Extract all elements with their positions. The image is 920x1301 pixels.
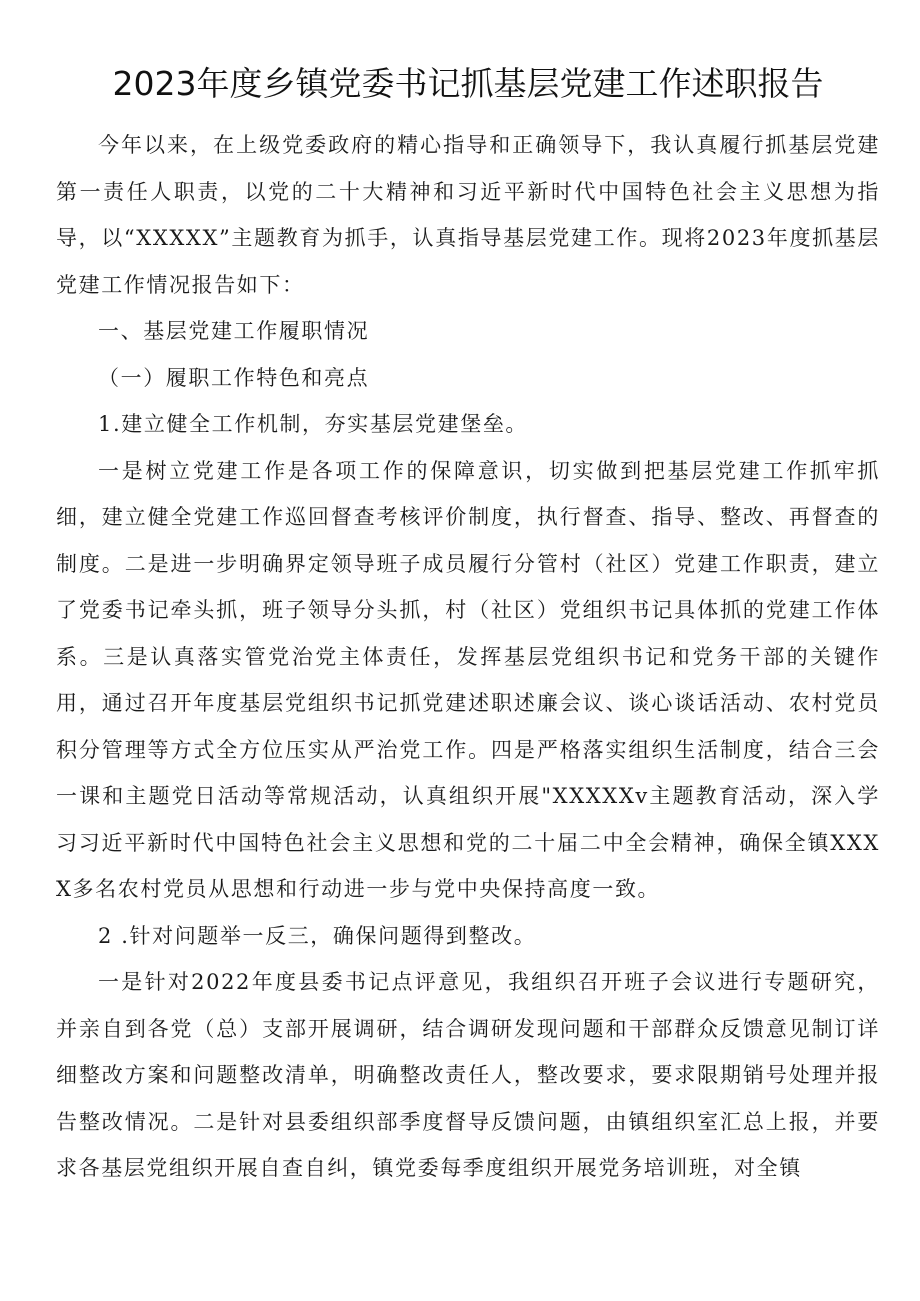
document-title: 2023年度乡镇党委书记抓基层党建工作述职报告 [112,64,824,103]
section-heading: 一、基层党建工作履职情况 [98,319,370,343]
intro-paragraph: 今年以来，在上级党委政府的精心指导和正确领导下，我认真履行抓基层党建第一责任人职责，以党的二十大精神和习近平新时代中国特色社会主义思想为指导，以“XXXXX”主题教育为抓手，认真指导基层党建工作。现将2023年度抓基层党建工作情况报告如下： [56,133,880,297]
subsection-heading: （一）履职工作特色和亮点 [98,365,370,390]
item-2-heading: 2 .针对问题举一反三，确保问题得到整改。 [98,923,537,948]
item-2-body: 一是针对2022年度县委书记点评意见，我组织召开班子会议进行专题研究，并亲自到各党（总）支部开展调研，结合调研发现问题和干部群众反馈意见制订详细整改方案和问题整改清单，明确整改责任人，整改要求，要求限期销号处理并报告整改情况。二是针对县委组织部季度督导反馈问题，由镇组织室汇总上报，并要求各基层党组织开展自查自纠，镇党委每季度组织开展党务培训班，对全镇 [56,970,880,1180]
item-1-heading: 1.建立健全工作机制，夯实基层党建堡垒。 [98,412,529,436]
item-1-body: 一是树立党建工作是各项工作的保障意识，切实做到把基层党建工作抓牢抓细，建立健全党建工作巡回督查考核评价制度，执行督查、指导、整改、再督查的制度。二是进一步明确界定领导班子成员履行分管村（社区）党建工作职责，建立了党委书记牵头抓，班子领导分头抓，村（社区）党组织书记具体抓的党建工作体系。三是认真落实管党治党主体责任，发挥基层党组织书记和党务干部的关键作用，通过召开年度基层党组织书记抓党建述职述廉会议、谈心谈话活动、农村党员积分管理等方式全方位压实从严治党工作。四是严格落实组织生活制度，结合三会一课和主题党日活动等常规活动，认真组织开展"XXXXXv主题教育活动，深入学习习近平新时代中国特色社会主义思想和党的二十届二中全会精神，确保全镇XXXX多名农村党员从思想和行动进一步与党中央保持高度一致。 [56,458,880,901]
